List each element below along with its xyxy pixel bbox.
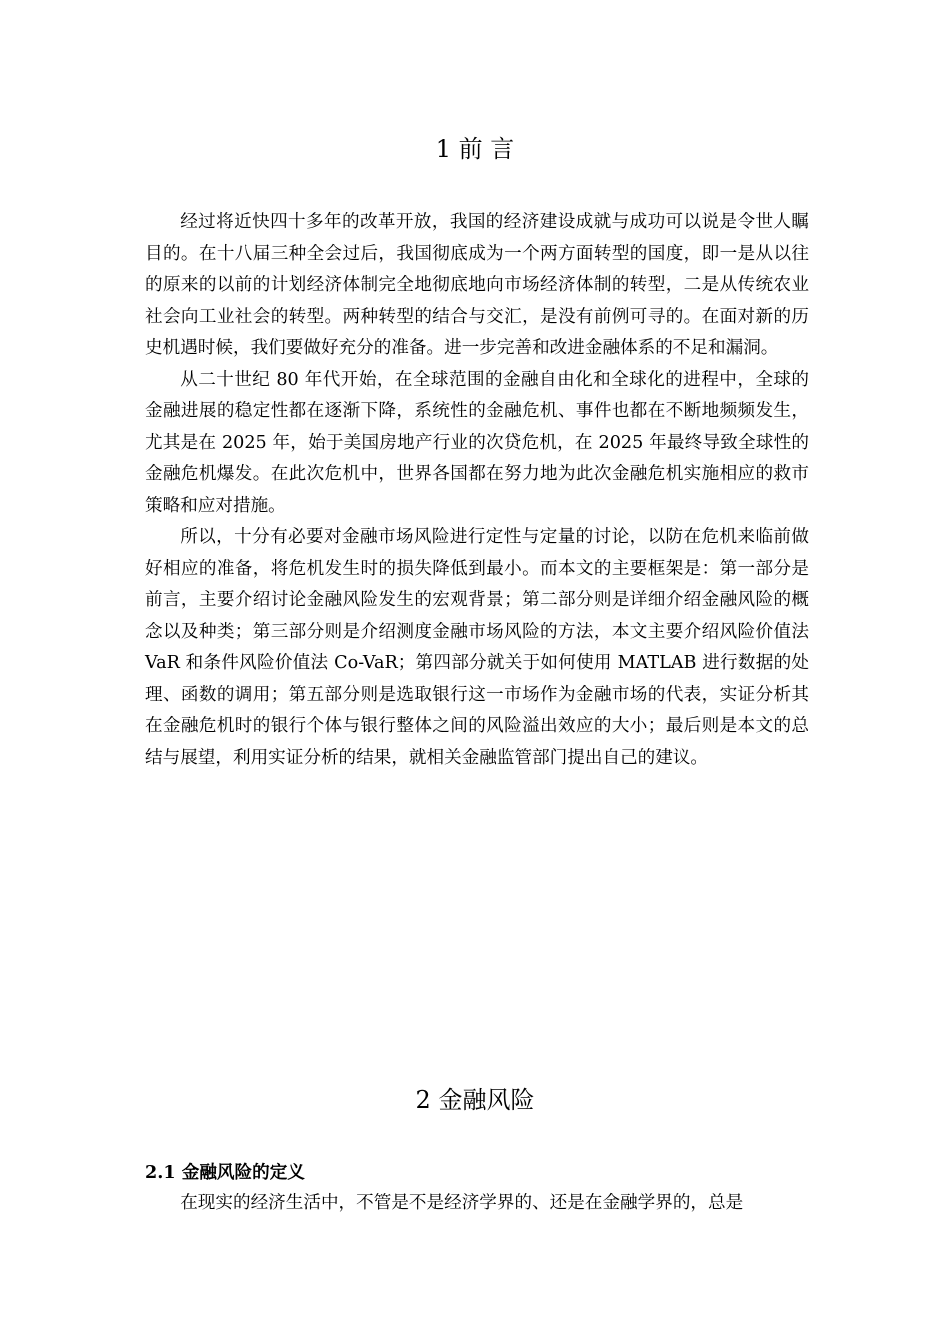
paragraph: 在现实的经济生活中，不管是不是经济学界的、还是在金融学界的，总是 [180,1193,744,1213]
paragraph: 所以，十分有必要对金融市场风险进行定性与定量的讨论，以防在危机来临前做好相应的准备，将危机发生时的损失降低到最小。而本文的主要框架是：第一部分是前言，主要介绍讨论金融风险发生的宏观背景；第二部分则是详细介绍金融风险的概念以及种类；第三部分则是介绍测度金融市场风险的方法，本文主要介绍风险价值法 VaR 和条件风险价值法 Co-VaR；第四部分就关于如何使用 MATLAB 进行数据的处理、函数的调用；第五部分则是选取银行这一市场作为金融市场的代表，实证分析其在金融危机时的银行个体与银行整体之间的风险溢出效应的大小；最后则是本文的总结与展望，利用实证分析的结果，就相关金融监管部门提出自己的建议。 [145,527,809,768]
section-2-title: 2 金融风险 [415,1086,535,1114]
paragraph: 经过将近快四十多年的改革开放，我国的经济建设成就与成功可以说是令世人瞩目的。在十八届三种全会过后，我国彻底成为一个两方面转型的国度，即一是从以往的原来的以前的计划经济体制完全地彻底地向市场经济体制的转型，二是从传统农业社会向工业社会的转型。两种转型的结合与交汇，是没有前例可寻的。在面对新的历史机遇时候，我们要做好充分的准备。进一步完善和改进金融体系的不足和漏洞。 [145,212,809,358]
section-2-body [145,1188,809,1220]
subsection-2-1-title: 2.1 金融风险的定义 [145,1162,305,1183]
paragraph: 从二十世纪 80 年代开始，在全球范围的金融自由化和全球化的进程中，全球的金融进展的稳定性都在逐渐下降，系统性的金融危机、事件也都在不断地频频发生，尤其是在 2025 年，始于美国房地产行业的次贷危机，在 2025 年最终导致全球性的金融危机爆发。在此次危机中，世界各国都在努力地为此次金融危机实施相应的救市策略和应对措施。 [145,369,809,516]
section-1-title: 1 前 言 [435,135,515,163]
section-1-body [145,207,809,774]
